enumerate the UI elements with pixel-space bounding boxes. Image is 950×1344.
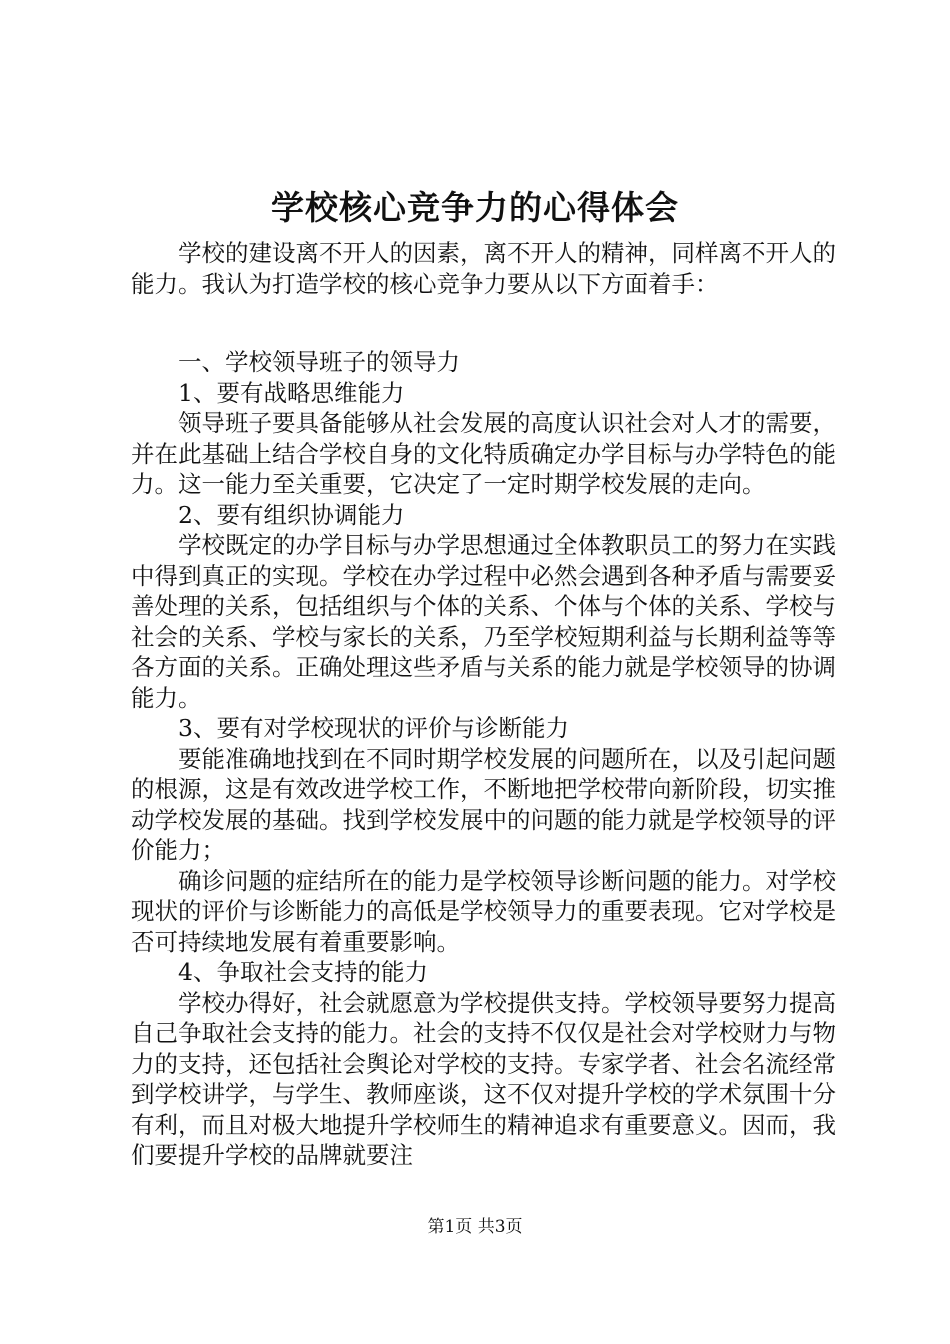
paragraph-diagnosis: 确诊问题的症结所在的能力是学校领导诊断问题的能力。对学校现状的评价与诊断能力的高低是学校领导力的重要表现。它对学校是否可持续地发展有着重要影响。 [131, 866, 836, 956]
paragraph-social-support: 学校办得好，社会就愿意为学校提供支持。学校领导要努力提高自己争取社会支持的能力。社会的支持不仅仅是社会对学校财力与物力的支持，还包括社会舆论对学校的支持。专家学者、社会名流经常到学校讲学，与学生、教师座谈，这不仅对提升学校的学术氛围十分有利，而且对极大地提升学校师生的精神追求有重要意义。因而，我们要提升学校的品牌就要注 [131, 988, 836, 1169]
subheading-strategic-thinking: 1、要有战略思维能力 [178, 378, 405, 407]
document-title: 学校核心竞争力的心得体会 [271, 188, 679, 227]
paragraph-coordination: 学校既定的办学目标与办学思想通过全体教职员工的努力在实践中得到真正的实现。学校在办学过程中必然会遇到各种矛盾与需要妥善处理的关系，包括组织与个体的关系、个体与个体的关系、学校与社会的关系、学校与家长的关系，乃至学校短期利益与长期利益等等各方面的关系。正确处理这些矛盾与关系的能力就是学校领导的协调能力。 [131, 531, 836, 712]
subheading-evaluation: 3、要有对学校现状的评价与诊断能力 [178, 714, 569, 742]
paragraph-strategic-thinking: 领导班子要具备能够从社会发展的高度认识社会对人才的需要，并在此基础上结合学校自身的文化特质确定办学目标与办学特色的能力。这一能力至关重要，它决定了一定时期学校发展的走向。 [131, 409, 836, 498]
intro-paragraph: 学校的建设离不开人的因素，离不开人的精神，同样离不开人的能力。我认为打造学校的核心竞争力要从以下方面着手： [131, 239, 836, 298]
paragraph-evaluation: 要能准确地找到在不同时期学校发展的问题所在，以及引起问题的根源，这是有效改进学校工作，不断地把学校带向新阶段，切实推动学校发展的基础。找到学校发展中的问题的能力就是学校领导的评价能力； [131, 744, 836, 864]
document-body [131, 238, 836, 1171]
paragraph-spacer [131, 299, 836, 347]
subheading-social-support: 4、争取社会支持的能力 [178, 958, 428, 986]
page-number-footer: 第1页 共3页 [427, 1217, 523, 1237]
section-heading-leadership: 一、学校领导班子的领导力 [178, 348, 460, 376]
subheading-coordination: 2、要有组织协调能力 [178, 500, 405, 529]
